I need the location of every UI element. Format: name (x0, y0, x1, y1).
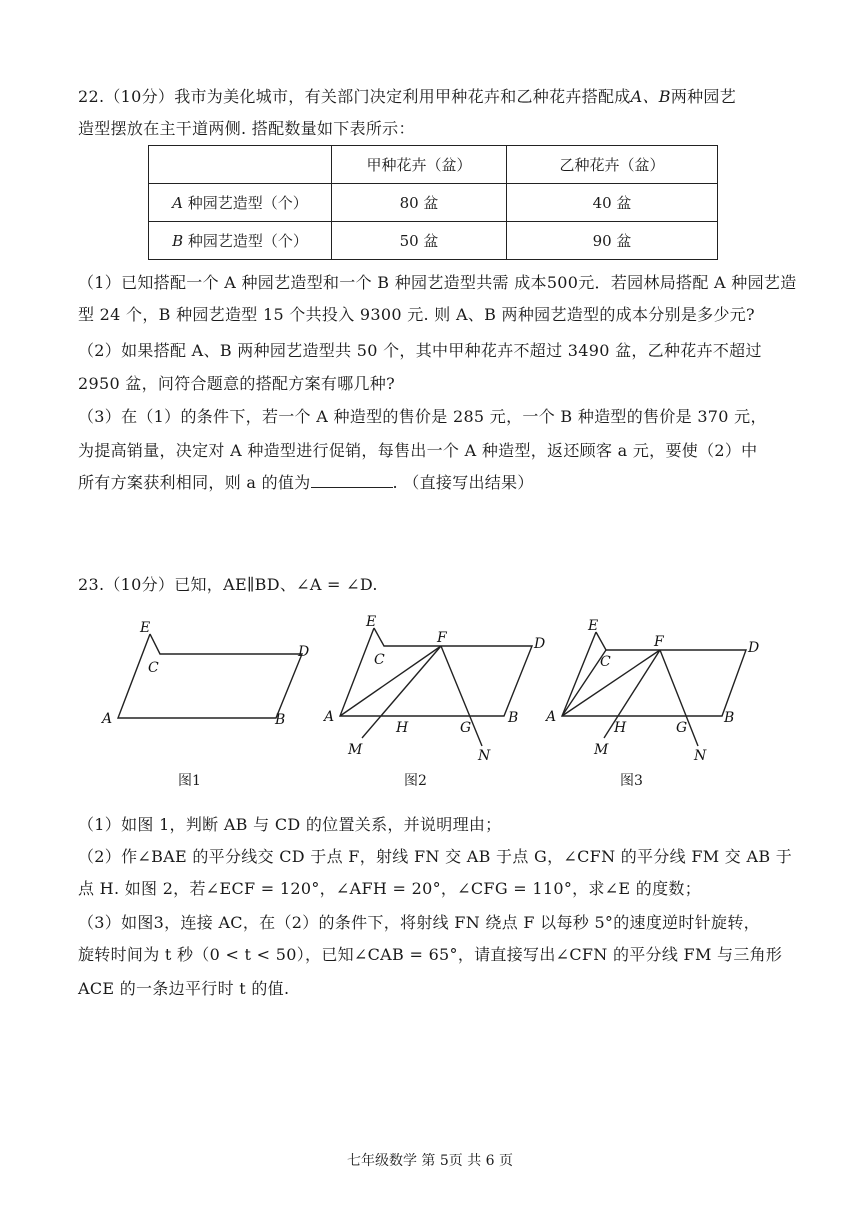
table-cell: 50 盆 (332, 222, 507, 260)
table-row-label: A 种园艺造型（个） (149, 184, 332, 222)
table-cell: 90 盆 (507, 222, 718, 260)
q23-part3-line2: 旋转时间为 t 秒（0 < t < 50），已知∠CAB = 65°，请直接写出∠CFN 的平分线 FM 与三角形 (78, 945, 783, 964)
fig3-label-B: B (724, 710, 735, 726)
q22-line1: 22.（10分）我市为美化城市，有关部门决定利用甲种花卉和乙种花卉搭配成A、B两种园艺 (78, 87, 737, 106)
table-header-cell: 乙种花卉（盆） (507, 146, 718, 184)
fig3-label-H: H (614, 720, 627, 736)
table-cell: 80 盆 (332, 184, 507, 222)
table-header-row (149, 146, 718, 184)
fig1-label-C: C (148, 660, 159, 676)
fig2-label-E: E (366, 614, 377, 630)
q23-part3-line3: ACE 的一条边平行时 t 的值. (78, 979, 290, 998)
fig3-ray-FM (604, 650, 660, 738)
fig2-label-N: N (478, 748, 491, 764)
figure-2-caption: 图2 (404, 773, 427, 789)
flower-table (148, 145, 718, 260)
table-row (149, 222, 718, 260)
answer-blank (311, 472, 393, 488)
fig2-label-G: G (460, 720, 472, 736)
figure-1 (90, 610, 330, 740)
q22-part3-line2: 为提高销量，决定对 A 种造型进行促销，每售出一个 A 种造型，返还顾客 a 元，要使（2）中 (78, 441, 758, 460)
fig2-label-B: B (508, 710, 519, 726)
figure-3 (540, 608, 780, 768)
fig2-label-A: A (324, 709, 335, 725)
q22-part2-line1: （2）如果搭配 A、B 两种园艺造型共 50 个，其中甲种花卉不超过 3490 盆，乙种花卉不超过 (78, 341, 762, 360)
table-row-label: B 种园艺造型（个） (149, 222, 332, 260)
page-footer: 七年级数学 第 5页 共 6 页 (346, 1153, 514, 1169)
fig3-label-F: F (654, 634, 664, 650)
q23-part1: （1）如图 1，判断 AB 与 CD 的位置关系，并说明理由； (78, 815, 502, 834)
fig1-label-B: B (275, 712, 286, 728)
table-row (149, 184, 718, 222)
fig3-label-A: A (546, 709, 557, 725)
fig2-label-F: F (437, 630, 447, 646)
table-cell: 40 盆 (507, 184, 718, 222)
fig1-label-A: A (102, 711, 113, 727)
q22-part1-line2: 型 24 个，B 种园艺造型 15 个共投入 9300 元. 则 A、B 两种园艺造型的成本分别是多少元? (78, 305, 755, 324)
q22-line2: 造型摆放在主干道两侧. 搭配数量如下表所示： (78, 119, 415, 138)
fig2-label-M: M (348, 742, 363, 758)
fig2-label-C: C (374, 652, 385, 668)
fig2-label-H: H (396, 720, 409, 736)
q23-part3-line1: （3）如图3，连接 AC，在（2）的条件下，将射线 FN 绕点 F 以每秒 5°的速度逆时针旋转， (78, 913, 760, 932)
figure-1-caption: 图1 (178, 773, 201, 789)
fig3-label-M: M (594, 742, 609, 758)
fig2-label-D: D (534, 636, 546, 652)
q23-line1: 23.（10分）已知，AE∥BD、∠A = ∠D. (78, 575, 378, 594)
fig3-label-G: G (676, 720, 688, 736)
fig3-line-AF (562, 650, 660, 716)
table-header-cell: 甲种花卉（盆） (332, 146, 507, 184)
q22-part3-line1: （3）在（1）的条件下，若一个 A 种造型的售价是 285 元，一个 B 种造型的售价是 370 元， (78, 407, 767, 426)
fig1-label-D: D (298, 644, 310, 660)
figure-3-caption: 图3 (620, 773, 643, 789)
fig1-label-E: E (140, 620, 151, 636)
figure-2 (318, 608, 558, 768)
fig1-outline (118, 634, 302, 718)
fig3-label-D: D (748, 640, 760, 656)
q22-part1-line1: （1）已知搭配一个 A 种园艺造型和一个 B 种园艺造型共需 成本500元．若园林局搭配 A 种园艺造 (78, 273, 797, 292)
fig3-label-N: N (694, 748, 707, 764)
q23-part2-line1: （2）作∠BAE 的平分线交 CD 于点 F，射线 FN 交 AB 于点 G，∠CFN 的平分线 FM 交 AB 于 (78, 847, 793, 866)
q22-part3-line3: 所有方案获利相同，则 a 的值为 . （直接写出结果） (78, 473, 534, 492)
fig3-label-E: E (588, 618, 599, 634)
q23-part2-line2: 点 H. 如图 2，若∠ECF = 120°，∠AFH = 20°，∠CFG = 110°，求∠E 的度数； (78, 879, 701, 898)
fig3-label-C: C (600, 654, 611, 670)
table-header-cell (149, 146, 332, 184)
q22-part2-line2: 2950 盆，问符合题意的搭配方案有哪几种? (78, 374, 395, 393)
fig2-outline (340, 628, 532, 716)
